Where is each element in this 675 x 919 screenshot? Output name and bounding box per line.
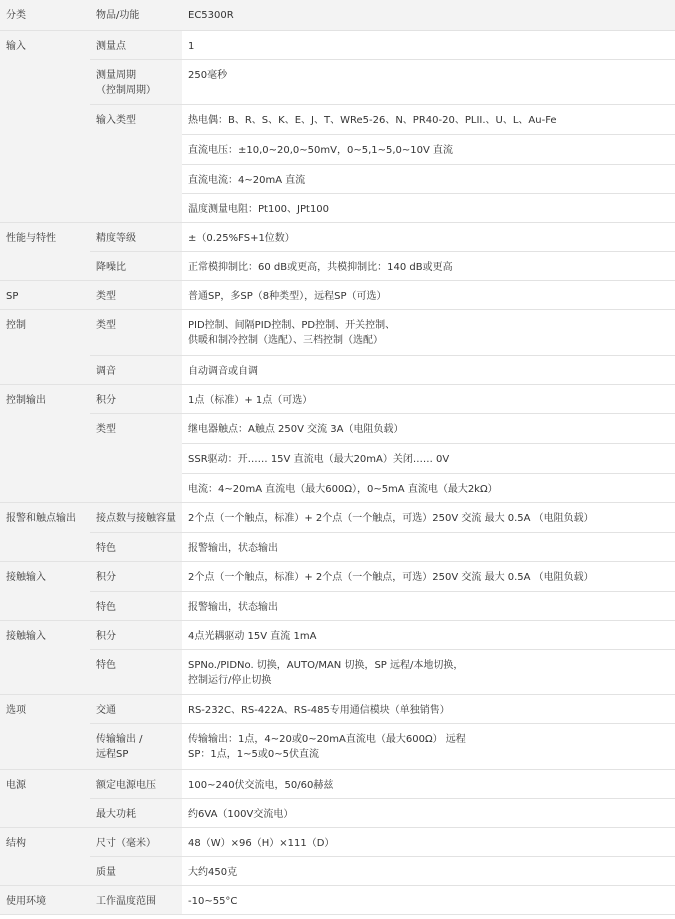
row-value: 1点（标准）+ 1点（可选）	[182, 384, 675, 413]
table-row	[0, 384, 675, 413]
row-value: 4点光耦驱动 15V 直流 1mA	[182, 620, 675, 649]
row-label: 输入类型	[90, 104, 182, 222]
category-alarm-output: 报警和触点输出	[0, 502, 90, 561]
category-control: 控制	[0, 309, 90, 384]
table-row	[0, 413, 675, 443]
row-value: 2个点（一个触点，标准）+ 2个点（一个触点，可选）250V 交流 最大 0.5A （电阻负载）	[182, 502, 675, 532]
category-contact-input-2: 接触输入	[0, 620, 90, 694]
category-control-output: 控制输出	[0, 384, 90, 502]
row-value: 正常模抑制比：60 dB或更高，共模抑制比：140 dB或更高	[182, 251, 675, 280]
row-label: 积分	[90, 384, 182, 413]
table-row	[0, 309, 675, 355]
row-label: 积分	[90, 620, 182, 649]
header-row	[0, 0, 675, 30]
row-value: 报警输出，状态输出	[182, 591, 675, 620]
row-label: 特色	[90, 649, 182, 694]
category-structure: 结构	[0, 827, 90, 885]
row-value: 2个点（一个触点，标准）+ 2个点（一个触点，可选）250V 交流 最大 0.5A （电阻负载）	[182, 561, 675, 591]
header-item: 物品/功能	[90, 0, 182, 30]
row-value: 约6VA（100V交流电）	[182, 798, 675, 827]
table-row	[0, 694, 675, 723]
row-value: SPNo./PIDNo. 切换，AUTO/MAN 切换，SP 远程/本地切换， 控制运行/停止切换	[182, 649, 675, 694]
row-label: 尺寸（毫米）	[90, 827, 182, 856]
table-row	[0, 591, 675, 620]
table-row	[0, 827, 675, 856]
row-value: SSR驱动：开…… 15V 直流电（最大20mA）关闭…… 0V	[182, 443, 675, 473]
row-label: 调音	[90, 355, 182, 384]
row-value: 大约450克	[182, 856, 675, 885]
row-label: 特色	[90, 532, 182, 561]
row-label: 接点数与接触容量	[90, 502, 182, 532]
category-contact-input: 接触输入	[0, 561, 90, 620]
category-options: 选项	[0, 694, 90, 769]
row-value: 1	[182, 30, 675, 59]
row-value: 直流电流：4~20mA 直流	[182, 164, 675, 193]
row-label: 类型	[90, 309, 182, 355]
category-input: 输入	[0, 30, 90, 222]
row-label: 额定电源电压	[90, 769, 182, 798]
category-power: 电源	[0, 769, 90, 827]
row-value: 温度测量电阻：Pt100、JPt100	[182, 193, 675, 222]
table-row	[0, 885, 675, 914]
row-value: RS-232C、RS-422A、RS-485专用通信模块（单独销售）	[182, 694, 675, 723]
row-label: 类型	[90, 280, 182, 309]
row-value: 传输输出：1点，4~20或0~20mA直流电（最大600Ω） 远程 SP：1点，1~5或0~5伏直流	[182, 723, 675, 769]
table-row	[0, 620, 675, 649]
table-row	[0, 59, 675, 104]
row-value: ±（0.25%FS+1位数）	[182, 222, 675, 251]
table-row	[0, 723, 675, 769]
table-row	[0, 769, 675, 798]
row-value: 热电偶：B、R、S、K、E、J、T、WRe5-26、N、PR40-20、PLII.、U、L、Au-Fe	[182, 104, 675, 134]
table-row	[0, 532, 675, 561]
table-row	[0, 856, 675, 885]
table-row	[0, 502, 675, 532]
table-row	[0, 30, 675, 59]
row-label: 交通	[90, 694, 182, 723]
row-label: 特色	[90, 591, 182, 620]
row-value: 100~240伏交流电，50/60赫兹	[182, 769, 675, 798]
category-environment: 使用环境	[0, 885, 90, 914]
row-label: 类型	[90, 413, 182, 502]
row-value: 继电器触点：A触点 250V 交流 3A（电阻负载）	[182, 413, 675, 443]
row-value: 250毫秒	[182, 59, 675, 104]
row-label: 测量点	[90, 30, 182, 59]
table-row	[0, 251, 675, 280]
row-value: 直流电压：±10,0~20,0~50mV，0~5,1~5,0~10V 直流	[182, 134, 675, 164]
row-label: 质量	[90, 856, 182, 885]
row-value: 自动调音或自调	[182, 355, 675, 384]
header-category: 分类	[0, 0, 90, 30]
row-value: PID控制、间隔PID控制、PD控制、开关控制、 供暖和制冷控制（选配）、三档控制（选配）	[182, 309, 675, 355]
row-label: 最大功耗	[90, 798, 182, 827]
table-row	[0, 222, 675, 251]
row-label: 测量周期 （控制周期）	[90, 59, 182, 104]
table-row	[0, 355, 675, 384]
table-row	[0, 280, 675, 309]
row-value: 普通SP，多SP（8种类型），远程SP（可选）	[182, 280, 675, 309]
row-label: 传输输出 / 远程SP	[90, 723, 182, 769]
row-label: 降噪比	[90, 251, 182, 280]
table-row	[0, 104, 675, 134]
table-row	[0, 798, 675, 827]
row-value: 电流：4~20mA 直流电（最大600Ω），0~5mA 直流电（最大2kΩ）	[182, 473, 675, 502]
row-value: 48（W）×96（H）×111（D）	[182, 827, 675, 856]
category-sp: SP	[0, 280, 90, 309]
row-value: -10~55°C	[182, 885, 675, 914]
row-label: 工作温度范围	[90, 885, 182, 914]
row-label: 积分	[90, 561, 182, 591]
table-row	[0, 561, 675, 591]
row-label: 精度等级	[90, 222, 182, 251]
row-value: 报警输出，状态输出	[182, 532, 675, 561]
header-model: EC5300R	[182, 0, 675, 30]
category-performance: 性能与特性	[0, 222, 90, 280]
table-row	[0, 649, 675, 694]
